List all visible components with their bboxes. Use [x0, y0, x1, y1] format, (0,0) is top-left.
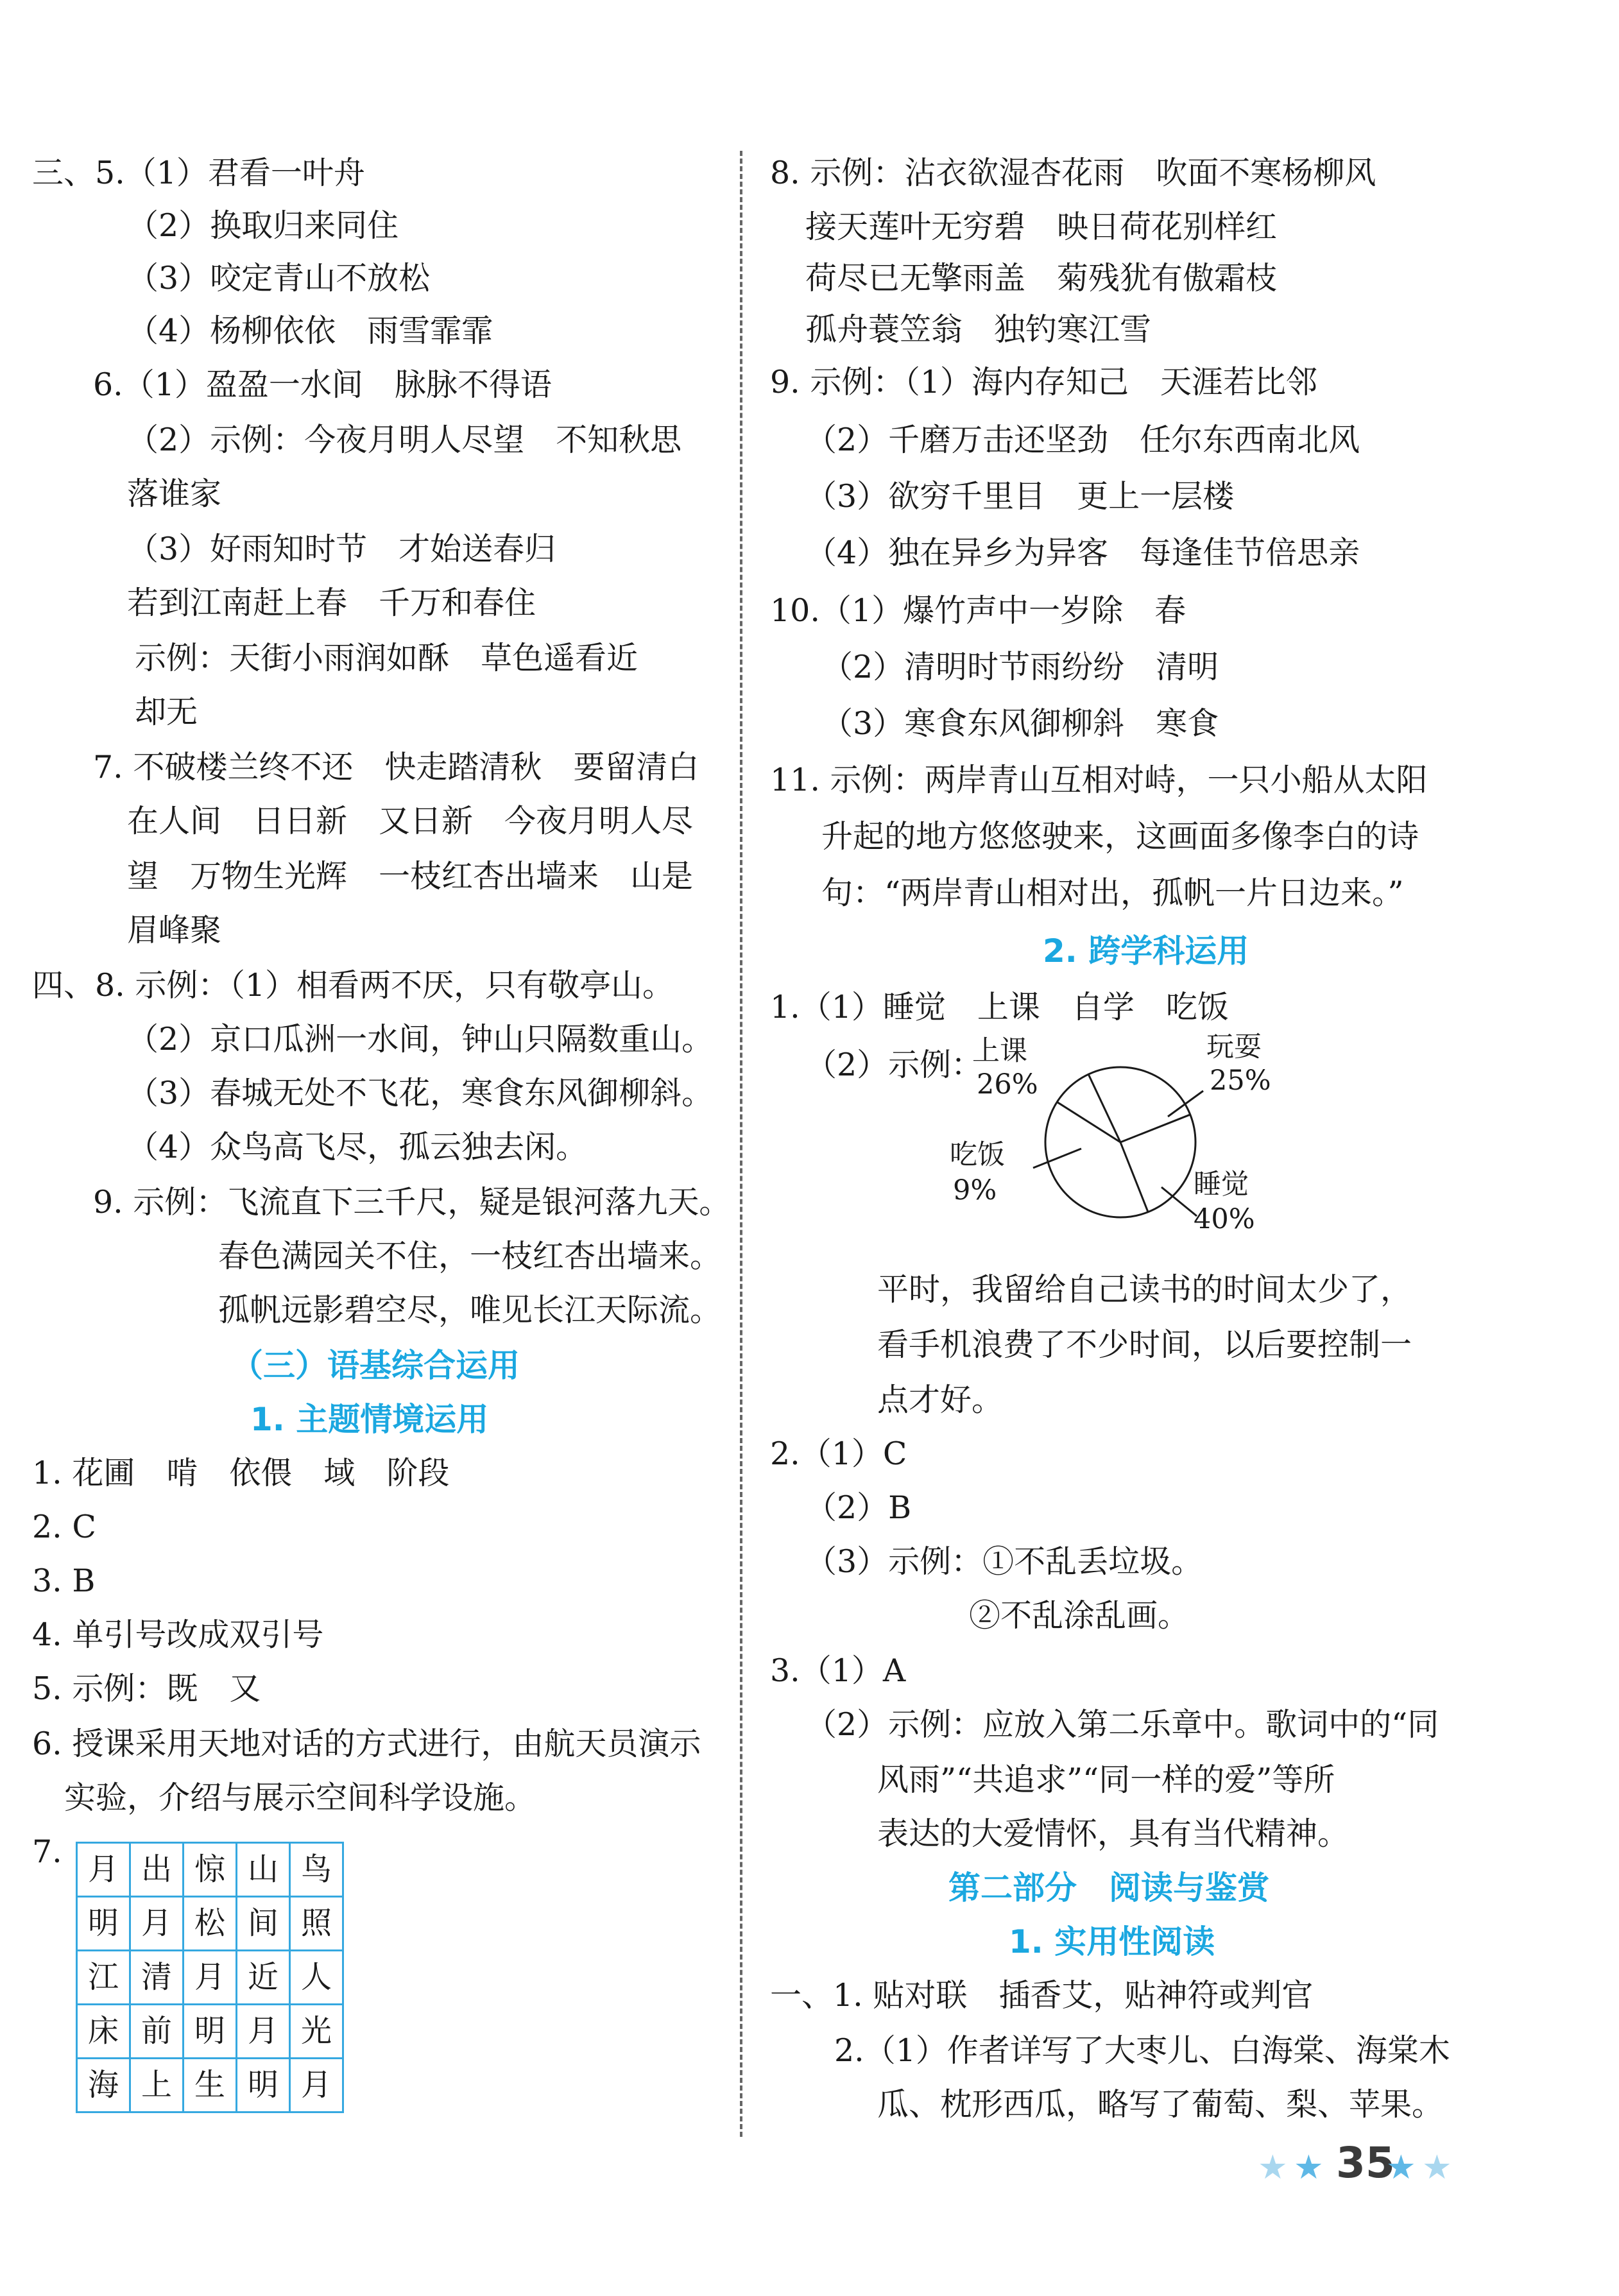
grid-cell: 生 — [184, 2059, 237, 2112]
time-pie-chart — [950, 1031, 1296, 1251]
star-icon: ★ — [1386, 2148, 1416, 2187]
star-icon: ★ — [1258, 2148, 1288, 2187]
answer-c1-p1: 平时，我留给自己读书的时间太少了， — [877, 1271, 1412, 1308]
grid-cell: 鸟 — [290, 1843, 343, 1897]
answer-6-1: 6.（1）盈盈一水间 脉脉不得语 — [93, 366, 552, 403]
answer-r9-4: （4）独在异乡为异客 每逢佳节倍思亲 — [805, 535, 1360, 571]
grid-cell: 月 — [184, 1951, 237, 2005]
character-grid — [76, 1842, 344, 2113]
answer-7c: 望 万物生光辉 一枝红杏出墙来 山是 — [127, 858, 694, 895]
answer-c1-1: 1.（1）睡觉 上课 自学 吃饭 — [770, 989, 1229, 1025]
answer-9c: 孤帆远影碧空尽，唯见长江天际流。 — [218, 1292, 722, 1328]
grid-cell: 月 — [290, 2059, 343, 2112]
answer-7d: 眉峰聚 — [127, 912, 222, 948]
answer-6-3a: （3）好雨知时节 才始送春归 — [127, 531, 556, 567]
grid-cell: 床 — [77, 2005, 130, 2059]
answer-r11b: 升起的地方悠悠驶来，这画面多像李白的诗 — [821, 818, 1419, 855]
answer-6-3c: 示例：天街小雨润如酥 草色遥看近 — [135, 640, 638, 676]
pie-pct-shangke: 26% — [977, 1068, 1038, 1101]
section-heading-3: （三）语基综合运用 — [231, 1347, 520, 1384]
answer-r11c: 句：“两岸青山相对出，孤帆一片日边来。” — [821, 875, 1404, 911]
answer-r10-2: （2）清明时节雨纷纷 清明 — [821, 649, 1219, 685]
answer-r10-3: （3）寒食东风御柳斜 寒食 — [821, 705, 1219, 742]
answer-r11a: 11. 示例：两岸青山互相对峙，一只小船从太阳 — [770, 762, 1428, 798]
pie-pct-shuijiao: 40% — [1194, 1203, 1255, 1235]
star-icon: ★ — [1294, 2148, 1324, 2187]
q6-answer-a: 6. 授课采用天地对话的方式进行，由航天员演示 — [32, 1726, 701, 1762]
answer-9a: 9. 示例：飞流直下三千尺，疑是银河落九天。 — [93, 1184, 731, 1221]
answer-c1-p2: 看手机浪费了不少时间，以后要控制一 — [877, 1326, 1412, 1363]
answer-c2-3a: （3）示例：①不乱丢垃圾。 — [805, 1543, 1203, 1580]
answer-6-3b: 若到江南赶上春 千万和春住 — [127, 585, 536, 621]
q4-answer: 4. 单引号改成双引号 — [32, 1616, 324, 1653]
pie-leader-chifan — [1033, 1149, 1081, 1168]
answer-r8b: 接天莲叶无穷碧 映日荷花别样红 — [805, 209, 1278, 245]
grid-cell: 光 — [290, 2005, 343, 2059]
answer-6-2b: 落谁家 — [127, 475, 222, 512]
answer-r9-3: （3）欲穷千里目 更上一层楼 — [805, 478, 1235, 515]
q7-label: 7. — [32, 1833, 62, 1870]
answer-c3-2c: 表达的大爱情怀，具有当代精神。 — [877, 1815, 1349, 1852]
answer-p1: 一、1. 贴对联 插香艾，贴神符或判官 — [770, 1977, 1314, 2014]
answer-c3-2a: （2）示例：应放入第二乐章中。歌词中的“同 — [805, 1706, 1439, 1743]
answer-c2-2: （2）B — [805, 1489, 912, 1526]
grid-cell: 江 — [77, 1951, 130, 2005]
answer-c1-2: （2）示例： — [805, 1047, 983, 1083]
grid-cell: 山 — [237, 1843, 290, 1897]
star-icon: ★ — [1422, 2148, 1452, 2187]
column-divider — [740, 151, 742, 2137]
grid-cell: 人 — [290, 1951, 343, 2005]
answer-r9-2: （2）千磨万击还坚劲 任尔东西南北风 — [805, 422, 1360, 458]
pie-label-shangke: 上课 — [972, 1035, 1027, 1067]
grid-cell: 出 — [130, 1843, 184, 1897]
answer-c1-p3: 点才好。 — [877, 1382, 1004, 1418]
part2-heading: 第二部分 阅读与鉴赏 — [948, 1869, 1269, 1906]
answer-r8c: 荷尽已无擎雨盖 菊残犹有傲霜枝 — [805, 260, 1278, 296]
q6-answer-b: 实验，介绍与展示空间科学设施。 — [64, 1779, 536, 1816]
q5-answer: 5. 示例：既 又 — [32, 1670, 261, 1707]
pie-pct-wanshua: 25% — [1210, 1065, 1271, 1097]
answer-r8d: 孤舟蓑笠翁 独钓寒江雪 — [805, 311, 1152, 348]
answer-4-8-1: 四、8. 示例：（1）相看两不厌，只有敬亭山。 — [32, 967, 674, 1004]
grid-cell: 明 — [237, 2059, 290, 2112]
answer-3-5-1: 三、5.（1）君看一叶舟 — [32, 155, 365, 191]
grid-cell: 间 — [237, 1897, 290, 1951]
subheading-cross: 2. 跨学科运用 — [1043, 932, 1249, 970]
grid-cell: 月 — [130, 1897, 184, 1951]
grid-cell: 清 — [130, 1951, 184, 2005]
pie-leader-wanshua — [1168, 1091, 1203, 1117]
grid-cell: 明 — [77, 1897, 130, 1951]
grid-cell: 惊 — [184, 1843, 237, 1897]
pie-label-shuijiao: 睡觉 — [1194, 1169, 1249, 1201]
answer-9b: 春色满园关不住，一枝红杏出墙来。 — [218, 1238, 722, 1274]
answer-6-3d: 却无 — [135, 694, 198, 730]
answer-c2-3b: ②不乱涂乱画。 — [969, 1597, 1190, 1634]
pie-slice-divider — [1120, 1115, 1190, 1142]
grid-cell: 月 — [77, 1843, 130, 1897]
answer-p2a: 2.（1）作者详写了大枣儿、白海棠、海棠木 — [834, 2032, 1450, 2069]
answer-4-8-3: （3）春城无处不飞花，寒食东风御柳斜。 — [127, 1075, 714, 1111]
pie-label-wanshua: 玩耍 — [1206, 1031, 1262, 1063]
answer-6-2a: （2）示例：今夜月明人尽望 不知秋思 — [127, 422, 682, 458]
answer-3-5-4: （4）杨柳依依 雨雪霏霏 — [127, 313, 493, 349]
answer-p2b: 瓜、枕形西瓜，略写了葡萄、梨、苹果。 — [877, 2086, 1444, 2123]
grid-cell: 月 — [237, 2005, 290, 2059]
answer-4-8-2: （2）京口瓜洲一水间，钟山只隔数重山。 — [127, 1021, 714, 1058]
answer-c2-1: 2.（1）C — [770, 1435, 907, 1472]
answer-r9-1: 9. 示例：（1）海内存知己 天涯若比邻 — [770, 364, 1318, 400]
answer-7a: 7. 不破楼兰终不还 快走踏清秋 要留清白 — [93, 749, 699, 785]
subheading-theme: 1. 主题情境运用 — [250, 1401, 489, 1438]
answer-r10-1: 10.（1）爆竹声中一岁除 春 — [770, 592, 1186, 629]
answer-c3-2b: 风雨”“共追求”“同一样的爱”等所 — [877, 1761, 1335, 1798]
grid-cell: 明 — [184, 2005, 237, 2059]
answer-4-8-4: （4）众鸟高飞尽，孤云独去闲。 — [127, 1129, 588, 1165]
q3-answer: 3. B — [32, 1563, 96, 1599]
grid-cell: 近 — [237, 1951, 290, 2005]
answer-c3-1: 3.（1）A — [770, 1652, 906, 1689]
pie-pct-chifan: 9% — [953, 1174, 997, 1206]
q2-answer: 2. C — [32, 1509, 96, 1545]
answer-7b: 在人间 日日新 又日新 今夜月明人尽 — [127, 803, 694, 839]
pie-label-chifan: 吃饭 — [950, 1139, 1005, 1171]
answer-3-5-3: （3）咬定青山不放松 — [127, 260, 431, 296]
answer-3-5-2: （2）换取归来同住 — [127, 207, 399, 244]
grid-cell: 松 — [184, 1897, 237, 1951]
grid-cell: 前 — [130, 2005, 184, 2059]
pie-slice-divider — [1120, 1142, 1148, 1212]
page-number: 35 — [1336, 2138, 1395, 2188]
grid-cell: 海 — [77, 2059, 130, 2112]
grid-cell: 照 — [290, 1897, 343, 1951]
grid-cell: 上 — [130, 2059, 184, 2112]
subheading-practical: 1. 实用性阅读 — [1009, 1923, 1215, 1960]
q1-answer: 1. 花圃 啃 依偎 域 阶段 — [32, 1455, 450, 1491]
answer-r8a: 8. 示例：沾衣欲湿杏花雨 吹面不寒杨柳风 — [770, 155, 1376, 191]
